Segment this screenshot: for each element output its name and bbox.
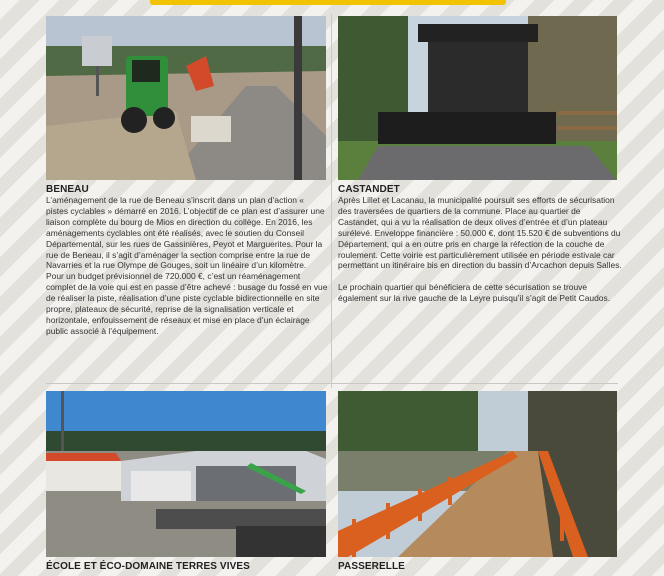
castandet-photo	[338, 16, 617, 180]
article-title: BENEAU	[46, 184, 89, 195]
article-title: ÉCOLE ET ÉCO-DOMAINE TERRES VIVES	[46, 561, 250, 572]
article-paragraph: Le prochain quartier qui bénéficiera de cette sécurisation se trouve également sur la rive gauche de la Leyre puisqu’il s’agit de Petit Caudos.	[338, 282, 611, 304]
article-paragraph: Pour un budget prévisionnel de 720.000 €, c’est un réaménagement complet de la voie qui est en passe d’être achevé : busage du fossé en vue de réaliser la piste, réalisation d’une piste cyclable bidirectionnelle en site propre, plateaux de sécurité, reprise de la signalisation verticale et horizontale, enfouissement de réseaux et mise en place d’un éclairage public associé à l’équipement.	[46, 271, 328, 336]
article-castandet	[338, 184, 622, 304]
article-title: CASTANDET	[338, 184, 400, 195]
ecole-photo	[46, 391, 326, 557]
top-accent-bar	[150, 0, 506, 5]
article-paragraph: Après Lillet et Lacanau, la municipalité poursuit ses efforts de sécurisation des traversées de quartiers de la commune. Place au quartier de Castandet, qui a vu la réalisation de deux olives d’entrée et d’un plateau surélevé. Enveloppe financière : 50.000 €, dont 15.520 € de subventions du Département, qui a en outre pris en charge la réfection de la couche de roulement. Cette voirie est particulièrement utilisée en période estivale car permettant un itinéraire bis en direction du bassin d’Arcachon depuis Salles.	[338, 195, 622, 271]
passerelle-photo	[338, 391, 617, 557]
column-divider	[331, 14, 332, 388]
article-passerelle	[338, 561, 620, 572]
beneau-photo	[46, 16, 326, 180]
article-ecole	[46, 561, 328, 572]
article-paragraph: L’aménagement de la rue de Beneau s’inscrit dans un plan d’action « pistes cyclables » démarré en 2016. L’objectif de ce plan est d’assurer une liaison complète du bourg de Mios en direction du collège. En 2016, les aménagements cyclables ont été réalisés, avec le soutien du Conseil Départemental, sur les rues de Gassinières, Peyot et Marguerites. Pour la rue de Beneau, il s’agit d’aménager la section comprise entre la rue de Navarries et la rue Olympe de Gouges, soit un linéaire d’un kilomètre.	[46, 195, 325, 271]
article-beneau	[46, 184, 328, 337]
row-divider	[46, 383, 618, 384]
article-title: PASSERELLE	[338, 561, 405, 572]
